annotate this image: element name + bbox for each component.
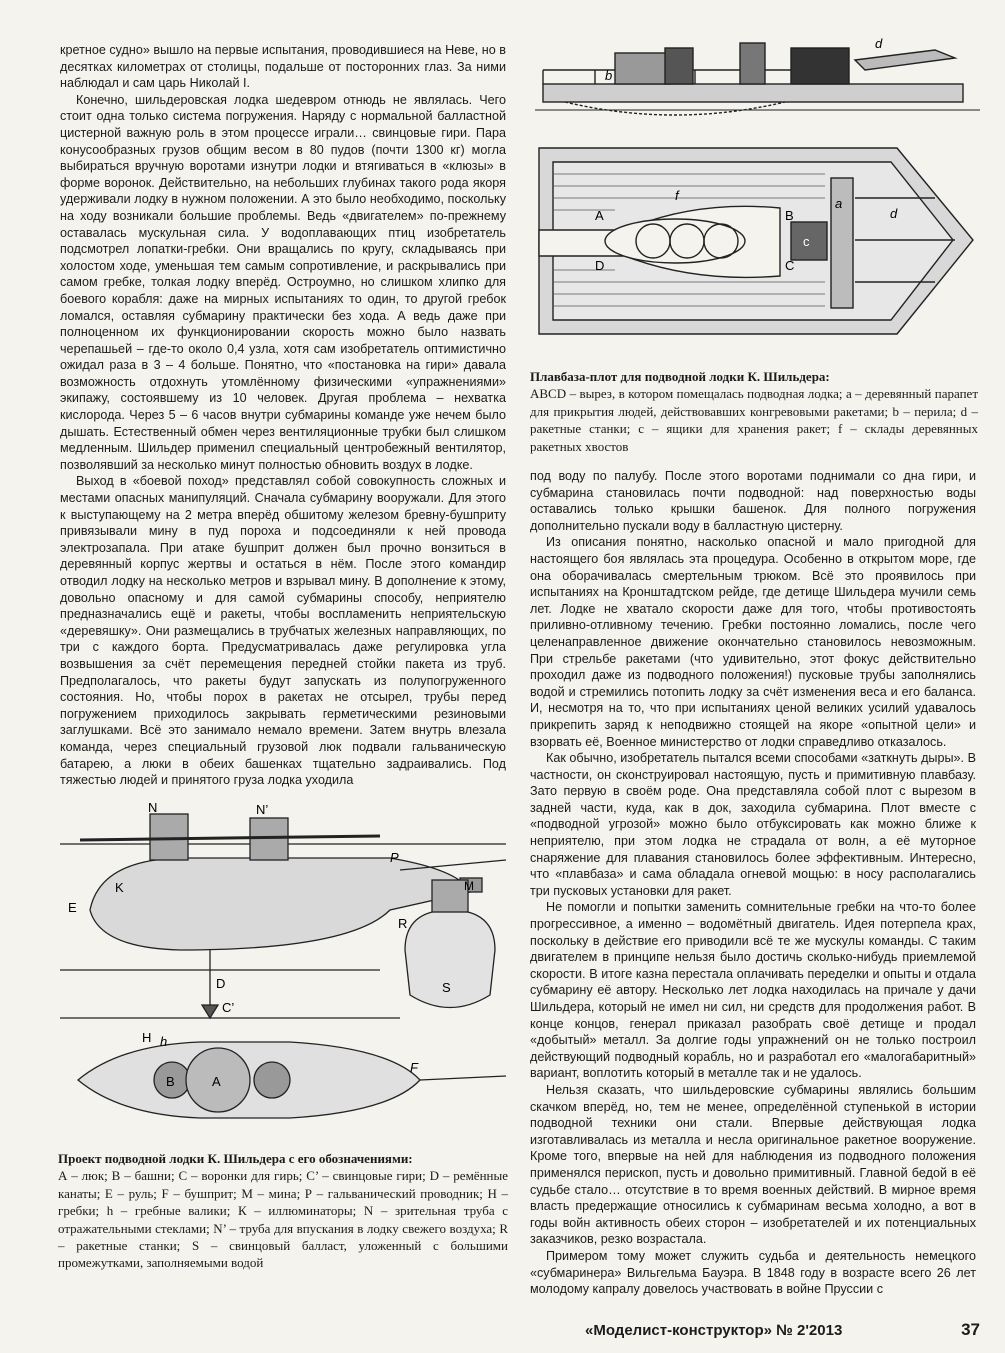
paragraph: Как обычно, изобретатель пытался всеми способами «заткнуть дыры». В частности, он сконструировал настоящую, пусть и примитивную плавбазу. Зато первую в своём роде. Она представляла собой плот с вырезом в задней части, куда, как в док, заходила субмарина. Плот вместе с «подводной угрозой» можно было отбуксировать как можно ближе к неприятелю, при этом лодка не страдала от волн, а её муторное снаряжение для плавания становилось более эффективным. Интересно, что «плавбаза» и сама обладала огневой мощью: в носу располагались три пусковых установки для ракет.	[530, 751, 976, 898]
paragraph: Из описания понятно, насколько опасной и мало пригодной для настоящего боя являлась эта процедура. Особенно в открытом море, где она оборачивалась смертельным трюком. Всё это проявилось при испытаниях на Кронштадтском рейде, где детище Шильдера мучили семь лет. Лодке не хватало скорости даже для того, чтобы противостоять приливно-отливному течению. Гребки постоянно ломались, после чего целенаправленное движение окончательно становилось невозможным. При стрельбе ракетами (что удивительно, этот фокус действительно проходил даже из подводного положения!) пусковые трубы заполнялись водой и стремились потопить лодку за счёт изменения веса и его баланса. И, несмотря на то, что при испытаниях ценой великих усилий удавалось прикрепить заряд к неподвижно стоящей на якоре «опытной цели» и взорвать её, Военное министерство от лодки справедливо отказалось.	[530, 535, 976, 749]
label-A: A	[212, 1074, 221, 1089]
raft-caption-text: ABCD – вырез, в котором помещалась подводная лодка; a – деревянный парапет для прикрытия людей, действовавших конгревовыми ракетами; b – перила; d – ракетные станки; c – ящики для хранения ракет; f – склады деревянных ракетных хвостов	[530, 386, 978, 454]
label-h: h	[160, 1034, 168, 1049]
page-number: 37	[961, 1320, 980, 1339]
label-d: d	[875, 36, 883, 51]
label-D: D	[216, 976, 226, 991]
right-text-column	[530, 468, 976, 1298]
paragraph: кретное судно» вышло на первые испытания, проводившиеся на Неве, но в десятках километрах от столицы, подальше от посторонних глаз. За ними наблюдал и сам царь Николай I.	[60, 43, 506, 91]
submarine-caption-title: Проект подводной лодки К. Шильдера с его обозначениями:	[58, 1151, 413, 1166]
submarine-illustration	[60, 800, 506, 1146]
label-P: P	[390, 850, 399, 865]
left-text-column	[60, 42, 506, 789]
label-f: f	[675, 188, 679, 203]
paragraph: Выход в «боевой поход» представлял собой совокупность сложных и местами опасных манипуляций. Сначала субмарину вооружали. Для этого к выступающему на 2 метра вперёд обшитому железом бревну-бушприту привязывали мину в пуд пороха и подсоединяли к ней провода электрозапала. При атаке бушприт должен был прочно вонзиться в деревянный корпус жертвы и остаться в нём. После этого командир отводил лодку на несколько метров и взрывал мину. В дополнение к этому, довольно опасному и для самой субмарины способу, неприятелю предназначались ещё и ракеты, чтобы воспламенить неприятельскую «деревяшку». Они размещались в трубчатых железных направляющих, по три с каждого борта. Предусматривалась даже регулировка угла возвышения за счёт перемещения передней стойки пакета из труб. Предполагалось, что ракеты будут запускать из полупогруженного состояния. Но, чтобы порох в ракетах не отсырел, трубы перед погружением приходилось закрывать герметическими резиновыми заглушками. Всё это занимало немало времени. Затем внутрь влезала команда, через специальный грузовой люк подвали гальваническую батарею, а люки в обеих башенках тщательно задраивались. Под тяжестью людей и принятого груза лодка уходила	[60, 474, 506, 788]
label-R: R	[398, 916, 408, 931]
label-b: b	[605, 68, 613, 83]
label-B: B	[166, 1074, 175, 1089]
paragraph: Не помогли и попытки заменить сомнительные гребки на что-то более прогрессивное, а именно – водомётный двигатель. Идея потерпела крах, поскольку в действие его приводили всё те же мускулы команды. С таким двигателем в принципе нельзя было достичь сколько-нибудь приемлемой скорости. В итоге казна перестала оплачивать переделки и опыты и отдала субмарину её автору. Несколько лет лодка находилась на причале у дачи Шильдера, который не имел ни сил, ни средств для продолжения работ. В конце концов, генерал приказал разобрать своё детище и продал «добытый» металл. За долгие годы упражнений он не только построил действующий подводный корабль, но и разработал его «малогабаритный» вариант, воплотить который в металле так и не удалось.	[530, 900, 976, 1081]
label-c: c	[803, 234, 810, 249]
label-A: A	[595, 208, 604, 223]
label-E: E	[68, 900, 77, 915]
label-D: D	[595, 258, 605, 273]
paragraph: под воду по палубу. После этого воротами поднимали со дна гири, и субмарина становилась почти подводной: над поверхностью воды оставались только крышки башенок. Для полного погружения дополнительно пускали воду в балластную цистерну.	[530, 469, 976, 533]
paragraph: Нельзя сказать, что шильдеровские субмарины являлись большим скачком вперёд, но, тем не менее, определённой ступенькой в истории подводной техники они стали. Впервые действующая лодка изготавливалась из металла и несла оригинальное ракетное вооружение. Кроме того, впервые на ней для наблюдения из подводного положения применялся перископ, пусть и довольно примитивный. Главной бедой в её судьбе стало… отсутствие в то время военных действий. В мирное время власть предержащие относились к субмаринам весьма холодно, а вот в годы войн активность обеих сторон – изобретателей и их потенциальных заказчиков, резко возрастала.	[530, 1082, 976, 1247]
label-B: B	[785, 208, 794, 223]
submarine-caption	[58, 1150, 508, 1272]
label-F: F	[410, 1060, 418, 1075]
paragraph: Конечно, шильдеровская лодка шедевром отнюдь не являлась. Чего стоит одна только система погружения. Наряду с нормальной балластной цистерной важную роль в этом процессе играли… свинцовые гири. Пара конусообразных грузов общим весом в 80 пудов (почти 1300 кг) могла выбираться вручную воротами изнутри лодки и втягиваться в «клюзы» в форме воронок. Действительно, на небольших глубинах такого рода якоря удерживали лодку в нужном положении. А это было необходимо, поскольку на ходу возникали большие проблемы. Ведь «двигателем» по-прежнему оставалась мускульная сила. У водоплавающих птиц изобретатель подсмотрел лопатки-гребки. Они вращались по кругу, складываясь при холостом ходе, уменьшая тем самым сопротивление, и раскрывались при самом гребке, толкая лодку вперёд. Остроумно, но слишком хлипко для боевого корабля: даже на мирных испытаниях то один, то другой гребок ломался, оставляя субмарину практически без хода. А ведь даже при полноценном их функционировании скорость можно было назвать черепашьей – где-то около 0,4 узла, хотя сам изобретатель оптимистично ожидал раза в 3 – 4 больше. Понятно, что «постановка на гири» давала возможность отдохнуть утомлённому физическими «упражнениями» экипажу, состоявшему из 10 человек. Другая проблема – нехватка кислорода. Через 5 – 6 часов внутри субмарины команде уже нечем было дышать. Естественный обмен через вентиляционные трубки был слишком медленным. Шильдер применил специальный центробежный вентилятор, позволявший за несколько минут полностью обновить воздух в лодке.	[60, 92, 506, 472]
label-M: M	[464, 879, 474, 893]
raft-caption-title: Плавбаза-плот для подводной лодки К. Шильдера:	[530, 369, 830, 384]
label-a: a	[835, 196, 843, 211]
label-S: S	[442, 980, 451, 995]
magazine-name: «Моделист-конструктор» № 2'2013	[585, 1322, 843, 1339]
label-K: K	[115, 880, 124, 895]
label-C: C	[785, 258, 795, 273]
raft-illustration	[535, 8, 980, 360]
label-C-prime: C’	[222, 1000, 235, 1015]
paragraph: Примером тому может служить судьба и деятельность немецкого «субмаринера» Вильгельма Бауэра. В 1848 году в возрасте всего 26 лет молодому капралу довелось участвовать в войне Пруссии с	[530, 1248, 976, 1297]
label-d2: d	[890, 206, 898, 221]
label-N-prime: N’	[256, 802, 269, 817]
label-N: N	[148, 800, 158, 815]
submarine-caption-text: А – люк; В – башни; С – воронки для гирь; С’ – свинцовые гири; D – ремённые канаты; Е – руль; F – бушприт; М – мина; Р – гальванический проводник; Н – гребки; h – гребные валики; К – иллюминаторы; N – зрительная труба с отражательными стеклами; N’ – труба для впускания в лодку свежего воздуха; R – ракетные станки; S – свинцовый балласт, уложенный с большими промежутками, заполняемыми водой	[58, 1168, 508, 1271]
label-H: H	[142, 1030, 152, 1045]
raft-caption	[530, 368, 978, 455]
